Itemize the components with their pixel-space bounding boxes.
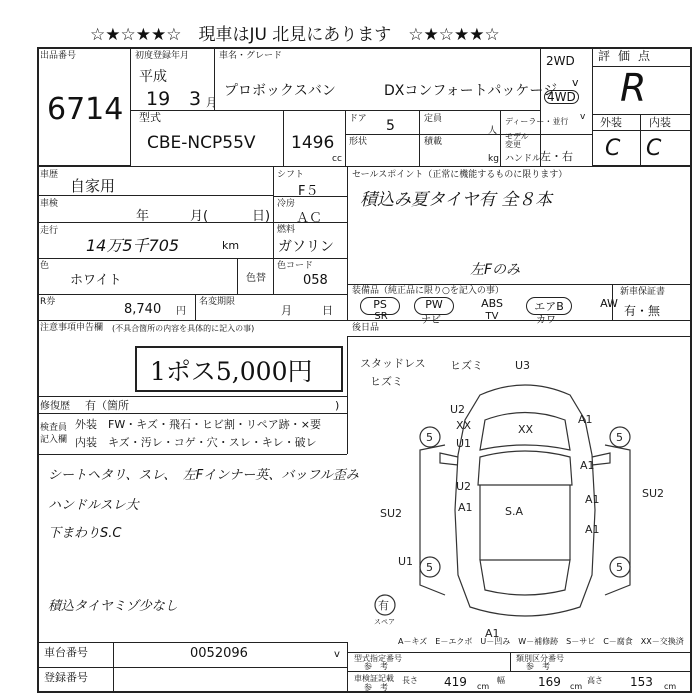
equip-pw: PW [414, 297, 454, 315]
warranty-label: 新車保証書 [620, 287, 666, 297]
height-value: 153 [630, 675, 653, 689]
drive-check-mark: v [572, 76, 579, 89]
shift-label: シフト [277, 170, 305, 180]
chassis-number: 0052096 [190, 646, 248, 661]
warranty: 有・無 [624, 304, 661, 318]
rear-items-label: 後日品 [352, 323, 380, 333]
notes-text: 1ポス5,000円 [150, 357, 313, 386]
equip-abs: ABS [481, 297, 503, 310]
diagram-label-5-fl: 5 [426, 431, 433, 444]
equip-sr: SR [374, 311, 388, 322]
fuel: ガソリン [278, 239, 334, 255]
diagram-label-a1-1: A1 [578, 413, 593, 426]
type-spec-ref: 参 考 [364, 662, 388, 671]
displacement: 1496 [291, 133, 335, 153]
load-unit: kg [488, 154, 499, 164]
history-label: 車歴 [40, 170, 59, 180]
dealer-mark: v [580, 112, 586, 122]
score-value: R [620, 66, 647, 110]
capacity-unit: 人 [488, 126, 498, 136]
length-value: 419 [444, 675, 467, 689]
type-spec-label: 型式指定番号 [354, 654, 402, 663]
chassis-label: 車台番号 [44, 646, 88, 659]
mileage: 14万5千705 [86, 236, 180, 255]
class-label: 類別区分番号 [516, 654, 564, 663]
nc-month: 月 [281, 304, 292, 317]
diagram-label-xx-1: XX [456, 419, 472, 432]
equip-navi: ナビ [421, 315, 441, 326]
ext-label: 外装 [600, 116, 622, 129]
chassis-mark: v [334, 649, 340, 660]
equip-tv: TV [485, 311, 499, 322]
class-ref: 参 考 [526, 662, 550, 671]
diagram-label-a1-5: A1 [585, 523, 600, 536]
insp-year: 年 [136, 209, 150, 224]
handle-value: 左・右 [540, 150, 573, 163]
diagram-label-a1-4: A1 [585, 493, 600, 506]
diagram-label-spare: スペア [374, 618, 395, 626]
diagram-label-xx-2: XX [518, 423, 534, 436]
drive-4wd: 4WD [544, 90, 579, 104]
model-change-label: モデル 変更 [505, 132, 529, 149]
handwritten-line-1: シートヘタリ、スレ、 左Fインナー英、バッフル歪み [48, 468, 359, 483]
repair-value: 有（箇所 [85, 399, 129, 412]
width-value: 169 [538, 675, 561, 689]
diagram-label-5-rl: 5 [426, 561, 433, 574]
ac-label: 冷房 [277, 199, 296, 209]
nc-day: 日 [322, 304, 333, 317]
doors: 5 [386, 118, 395, 134]
recycle-unit: 円 [176, 306, 186, 317]
cc-unit: cc [332, 154, 342, 164]
reg-year: 19 [146, 88, 171, 110]
diagram-legend: A－キズ E－エクボ U－凹み W－補修跡 S－サビ C－腐食 XX－交換済 [398, 637, 684, 646]
insp-day: 日) [252, 209, 271, 224]
ac: ＡＣ [296, 211, 323, 226]
load-label: 積載 [424, 137, 443, 147]
notes-sub: (不具合箇所の内容を具体的に記入の事) [112, 324, 255, 333]
inspector-label: 検査員 記入欄 [40, 423, 68, 445]
type-label: 型式 [139, 111, 161, 124]
equip-leather: カワ [536, 315, 556, 326]
repair-close: ) [335, 399, 340, 412]
name-change-label: 名変期限 [199, 297, 236, 307]
repair-label: 修復歴 [40, 401, 70, 412]
car-name: プロボックスバン [224, 83, 336, 99]
inspection-label: 車検 [40, 199, 59, 209]
score-label: 評価点 [598, 49, 659, 63]
insp-month: 月( [190, 209, 209, 224]
model-label: 車名・グレード [219, 51, 283, 61]
handle-label: ハンドル [505, 154, 542, 164]
inspector-row2: 内装 キズ・汚レ・コゲ・穴・スレ・キレ・破レ [75, 436, 317, 449]
dimension-ref: 参 考 [364, 683, 388, 692]
month-unit: 月 [206, 96, 217, 109]
diagram-label-u2-front: U2 [450, 403, 466, 416]
door-label: ドア [349, 114, 367, 124]
shift: F５ [298, 184, 319, 199]
selling-text: 積込み夏タイヤ有 全８本 [360, 190, 553, 210]
length-unit: cm [477, 682, 490, 691]
diagram-label-a1-3: A1 [458, 501, 473, 514]
length-label: 長さ [402, 676, 418, 685]
height-label: 高さ [587, 676, 603, 685]
equip-aw: AW [600, 297, 618, 310]
diagram-label-a1-rear: A1 [485, 627, 500, 640]
drive-2wd: 2WD [546, 54, 575, 68]
inspector-row1: 外装 FW・キズ・飛石・ヒビ割・リペア跡・×要 [75, 418, 321, 431]
diagram-label-hizumi-1: ヒズミ [450, 359, 483, 372]
diagram-label-studless: スタッドレス [360, 357, 426, 370]
recycle-fee: 8,740 [124, 302, 162, 317]
ext-grade: C [605, 136, 621, 161]
fuel-label: 燃料 [277, 225, 296, 235]
diagram-label-u3: U3 [515, 359, 531, 372]
mileage-unit: km [222, 239, 240, 252]
registration-label: 登録番号 [44, 671, 88, 684]
equipment-annotation: 左Fのみ [470, 262, 521, 278]
type-code: CBE-NCP55V [147, 133, 256, 153]
int-grade: C [646, 136, 662, 161]
handwritten-line-2: ハンドルスレ大 [48, 498, 139, 513]
reg-month: 3 [189, 88, 202, 110]
diagram-label-su2-right: SU2 [642, 487, 665, 500]
notes-label: 注意事項申告欄 [40, 323, 104, 333]
capacity-label: 定員 [424, 114, 443, 124]
color-label: 色 [40, 261, 50, 271]
mileage-label: 走行 [40, 226, 59, 236]
selling-label: セールスポイント（正常に機能するものに限ります） [352, 170, 568, 180]
color-swap-label: 色替 [246, 273, 266, 284]
diagram-label-hizumi-2: ヒズミ [370, 375, 403, 388]
diagram-label-a1-2: A1 [580, 459, 595, 472]
diagram-label-su2-left: SU2 [380, 507, 403, 520]
grade: DXコンフォートパッケージ [384, 83, 558, 99]
car-damage-diagram [360, 345, 690, 645]
int-label: 内装 [649, 116, 671, 129]
color: ホワイト [70, 273, 122, 288]
equip-ps: PS [360, 297, 400, 315]
banner: ☆★☆★★☆ 現車はJU 北見にあります ☆★☆★★☆ [90, 25, 500, 45]
diagram-label-5-rr: 5 [616, 561, 623, 574]
diagram-label-u1-rear: U1 [398, 555, 414, 568]
diagram-label-u1-front: U1 [456, 437, 472, 450]
handwritten-line-4: 積込タイヤミゾ少なし [48, 599, 178, 614]
width-label: 幅 [497, 676, 505, 685]
diagram-label-u2-mid: U2 [456, 480, 472, 493]
color-code-label: 色コード [277, 261, 314, 271]
history: 自家用 [70, 177, 116, 195]
diagram-label-5-fr: 5 [616, 431, 623, 444]
equipment-bottom-row [366, 311, 564, 326]
diagram-label-ari: 有 [378, 599, 389, 612]
era: 平成 [139, 69, 167, 85]
shape-label: 形状 [349, 137, 368, 147]
recycle-label: R券 [40, 297, 56, 307]
equip-airbag: エアB [526, 297, 572, 315]
height-unit: cm [664, 682, 677, 691]
lot-label: 出品番号 [40, 51, 77, 61]
width-unit: cm [570, 682, 583, 691]
dimension-label: 車検証記載 [354, 674, 394, 683]
color-code: 058 [303, 273, 328, 288]
diagram-label-sa: S.A [505, 505, 524, 518]
equipment-label: 装備品（純正品に限り○を記入の事） [352, 286, 504, 296]
handwritten-line-3: 下まわりS.C [48, 526, 122, 541]
lot-number: 6714 [47, 92, 124, 127]
first-reg-label: 初度登録年月 [135, 51, 190, 61]
dealer-label: ディーラー・並行 [505, 117, 569, 126]
